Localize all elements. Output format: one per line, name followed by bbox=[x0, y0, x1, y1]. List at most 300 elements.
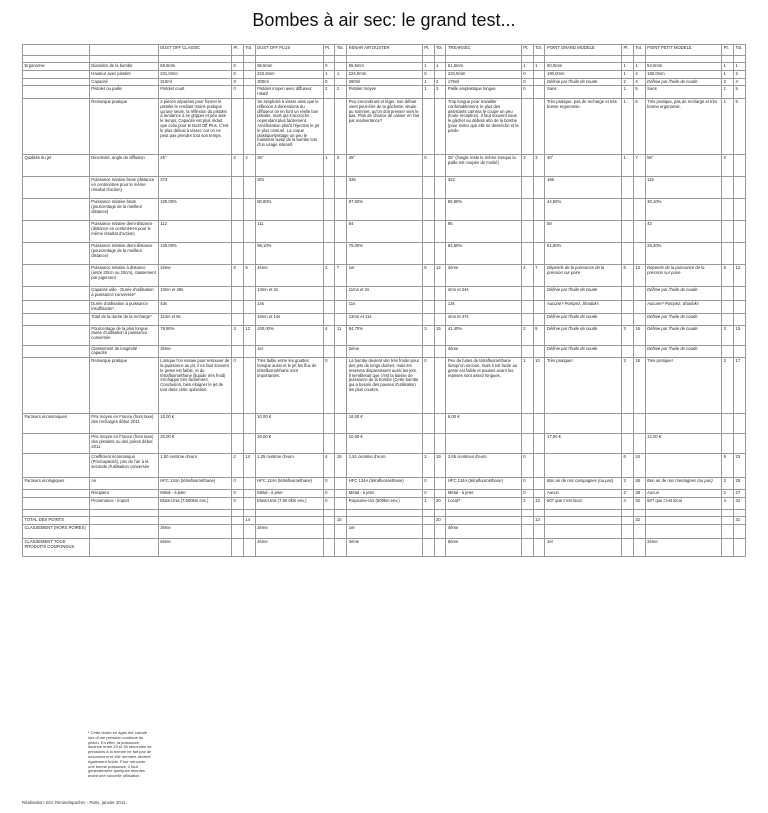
group-label bbox=[23, 313, 90, 325]
points-cell: 2 bbox=[422, 454, 434, 478]
empty-cell bbox=[89, 517, 158, 525]
total-cell: 4 bbox=[633, 78, 645, 86]
empty-cell bbox=[633, 525, 645, 539]
points-cell: 0 bbox=[232, 358, 244, 414]
group-label bbox=[23, 490, 90, 498]
criterion-label: Remarque pratique bbox=[89, 358, 158, 414]
points-cell bbox=[323, 414, 335, 434]
group-label bbox=[23, 300, 90, 313]
points-cell: 1 bbox=[422, 498, 434, 510]
total-cell: 1 bbox=[633, 63, 645, 71]
value-cell: Bon air de nos campagnes (ou pas) bbox=[545, 478, 622, 490]
empty-cell bbox=[422, 510, 434, 517]
rank-value: 4ème bbox=[446, 525, 521, 539]
value-cell: 4ème bbox=[446, 345, 521, 358]
points-cell bbox=[722, 198, 734, 220]
criterion-label: Coefficient économique (Prix/capacité), prix de l'air à la seconde d'utilisation conversée bbox=[89, 454, 158, 478]
value-cell: 95 bbox=[446, 220, 521, 242]
points-cell: 4 bbox=[521, 264, 533, 286]
total-cell bbox=[533, 313, 545, 325]
empty-cell bbox=[734, 539, 746, 557]
value-cell: 44,50% bbox=[545, 198, 622, 220]
total-header: Tot. bbox=[533, 45, 545, 56]
points-cell bbox=[422, 286, 434, 300]
value-cell: 84,70% bbox=[347, 325, 422, 345]
value-cell bbox=[446, 434, 521, 454]
criterion-label: Total de la durée de la recharge* bbox=[89, 313, 158, 325]
empty-cell bbox=[521, 525, 533, 539]
value-cell: 14s bbox=[255, 300, 323, 313]
points-cell bbox=[621, 300, 633, 313]
total-cell bbox=[243, 70, 255, 78]
totals-label: TOTAL DES POINTS bbox=[23, 517, 90, 525]
total-cell bbox=[335, 478, 347, 490]
total-cell bbox=[434, 70, 446, 78]
value-cell: 87,50% bbox=[347, 198, 422, 220]
rank-value: 2ème bbox=[645, 539, 722, 557]
value-cell bbox=[645, 414, 722, 434]
value-cell: 55° bbox=[645, 154, 722, 176]
total-cell bbox=[335, 63, 347, 71]
empty-cell bbox=[645, 517, 722, 525]
total-cell bbox=[243, 220, 255, 242]
empty-cell bbox=[521, 517, 533, 525]
total-cell bbox=[734, 176, 746, 198]
footnote: * Cette durée en âges été calculé lors d'une pression continue du piston. En effet, la puissance diminue entre 20 et 30 secondes de pressions à la bombe ne fait pas de mouvement et elle dernière devient également froide. Pour retrouver une bonne puissance, il faut généralement quelques minutes avant une nouvelle utilisation. bbox=[88, 730, 152, 779]
points-cell bbox=[422, 198, 434, 220]
total-cell bbox=[243, 414, 255, 434]
total-cell bbox=[734, 242, 746, 264]
total-cell bbox=[335, 313, 347, 325]
points-cell bbox=[722, 414, 734, 434]
table-row bbox=[23, 78, 746, 86]
value-cell: Bon air de nos montagnes (ou pas) bbox=[645, 478, 722, 490]
value-cell: 4ème bbox=[255, 264, 323, 286]
points-cell bbox=[621, 220, 633, 242]
value-cell: HFC 134A (tétrafluoroéthane) bbox=[446, 478, 521, 490]
product-header: KENAR AIR DUSTER bbox=[347, 45, 422, 56]
total-cell bbox=[734, 220, 746, 242]
value-cell: 100,00% bbox=[158, 198, 231, 220]
value-cell: Dépends de la puissance de la pression sur poire bbox=[545, 264, 622, 286]
total-cell bbox=[335, 176, 347, 198]
points-cell bbox=[722, 220, 734, 242]
empty-cell bbox=[243, 510, 255, 517]
total-cell: 31 bbox=[734, 498, 746, 510]
value-cell: Définie par l'huile de coude bbox=[545, 78, 622, 86]
value-cell: Aucune? Pompez, Shadoks bbox=[645, 300, 722, 313]
rank-value: 1er bbox=[347, 525, 422, 539]
points-cell: 2 bbox=[323, 86, 335, 99]
total-cell bbox=[533, 478, 545, 490]
points-cell bbox=[521, 300, 533, 313]
value-cell: Aucun bbox=[645, 490, 722, 498]
value-cell: 1,51 centime d'euro bbox=[347, 454, 422, 478]
points-cell: 0 bbox=[422, 490, 434, 498]
table-body bbox=[23, 45, 746, 557]
value-cell: 2ème bbox=[158, 264, 231, 286]
points-cell bbox=[621, 434, 633, 454]
criterion-label: Diamètre de la bombe bbox=[89, 63, 158, 71]
value-cell: 84,60% bbox=[446, 242, 521, 264]
empty-cell bbox=[89, 56, 158, 63]
value-cell: 10,00 € bbox=[158, 414, 231, 434]
points-cell: 2 bbox=[323, 264, 335, 286]
points-header: Pt. bbox=[232, 45, 244, 56]
criterion-label: Puissance relative brute (pourcentage de la meilleur distance) bbox=[89, 198, 158, 220]
points-cell bbox=[232, 220, 244, 242]
points-cell: 1 bbox=[422, 63, 434, 71]
total-cell: 2 bbox=[335, 86, 347, 99]
value-cell: 50? que c'est local bbox=[645, 498, 722, 510]
group-label bbox=[23, 86, 90, 99]
value-cell: 322 bbox=[446, 176, 521, 198]
empty-cell bbox=[23, 56, 90, 63]
total-cell bbox=[335, 414, 347, 434]
comparison-table bbox=[22, 44, 746, 557]
total-cell bbox=[434, 434, 446, 454]
empty-cell bbox=[422, 539, 434, 557]
value-cell: 11mn et 2s bbox=[347, 286, 422, 300]
points-cell bbox=[621, 286, 633, 300]
points-cell bbox=[521, 198, 533, 220]
value-cell: Très faible entre les gouttes lorsque aussi et le jet les flux de tétrafluoroéthane sont importantes. bbox=[255, 358, 323, 414]
total-cell: 20 bbox=[434, 498, 446, 510]
value-cell: 43s bbox=[158, 300, 231, 313]
points-header: Pt. bbox=[722, 45, 734, 56]
value-cell: 51,5mm bbox=[446, 63, 521, 71]
value-cell: 25° bbox=[255, 154, 323, 176]
value-cell: Très pratique! bbox=[545, 358, 622, 414]
points-cell: 1 bbox=[621, 154, 633, 176]
value-cell: 2,65 centimes d'euro bbox=[446, 454, 521, 478]
empty-cell bbox=[621, 539, 633, 557]
total-cell bbox=[533, 414, 545, 434]
points-cell: 4 bbox=[722, 498, 734, 510]
points-cell bbox=[621, 345, 633, 358]
total-cell bbox=[734, 345, 746, 358]
value-cell: Métal - à jeter bbox=[158, 490, 231, 498]
total-cell bbox=[533, 242, 545, 264]
total-cell bbox=[533, 70, 545, 78]
points-cell: 2 bbox=[621, 478, 633, 490]
points-cell: 4 bbox=[323, 325, 335, 345]
group-label bbox=[23, 98, 90, 154]
value-cell: 100,00% bbox=[255, 325, 323, 345]
empty-cell bbox=[422, 56, 434, 63]
empty-cell bbox=[243, 525, 255, 539]
points-cell bbox=[232, 434, 244, 454]
empty-cell bbox=[734, 525, 746, 539]
value-cell: 1er bbox=[347, 264, 422, 286]
total-cell: 12 bbox=[243, 325, 255, 345]
criterion-label: Classement de longévité - capacité bbox=[89, 345, 158, 358]
points-cell bbox=[422, 242, 434, 264]
points-cell: 1 bbox=[722, 86, 734, 99]
total-points: 13 bbox=[533, 517, 545, 525]
points-cell: 0 bbox=[232, 70, 244, 78]
total-cell bbox=[335, 300, 347, 313]
total-cell bbox=[633, 434, 645, 454]
criterion-label: Capacité utile - Durée d'utilisation à puissance conversée* bbox=[89, 286, 158, 300]
total-cell bbox=[335, 220, 347, 242]
points-cell: 1 bbox=[323, 154, 335, 176]
total-header: Tot. bbox=[335, 45, 347, 56]
total-cell bbox=[335, 286, 347, 300]
rank-row bbox=[23, 525, 746, 539]
value-cell: 310ml bbox=[158, 78, 231, 86]
empty-cell bbox=[434, 56, 446, 63]
points-cell bbox=[521, 286, 533, 300]
group-label bbox=[23, 198, 90, 220]
total-cell bbox=[243, 300, 255, 313]
empty-cell bbox=[323, 539, 335, 557]
table-row bbox=[23, 434, 746, 454]
points-cell: 1 bbox=[621, 63, 633, 71]
points-cell: 2 bbox=[621, 78, 633, 86]
points-cell: 1 bbox=[722, 63, 734, 71]
points-cell bbox=[621, 242, 633, 264]
rank-label: CLASSEMENT (HORS POIRES) bbox=[23, 525, 90, 539]
points-cell bbox=[621, 313, 633, 325]
value-cell: 16,00 € bbox=[347, 414, 422, 434]
value-cell: Très pratique, pas de recharge et très bonne ergonomie. bbox=[645, 98, 722, 154]
total-cell bbox=[434, 176, 446, 198]
total-cell: 7 bbox=[633, 154, 645, 176]
empty-cell bbox=[255, 56, 323, 63]
empty-cell bbox=[89, 525, 158, 539]
value-cell bbox=[645, 454, 722, 478]
points-cell bbox=[722, 300, 734, 313]
empty-cell bbox=[335, 525, 347, 539]
value-cell: 16mn et 14s bbox=[255, 313, 323, 325]
empty-cell bbox=[633, 539, 645, 557]
total-header: Tot. bbox=[633, 45, 645, 56]
points-cell: 1 bbox=[621, 70, 633, 78]
value-cell: 300ml bbox=[255, 78, 323, 86]
value-cell: Sans bbox=[645, 86, 722, 99]
points-cell bbox=[422, 98, 434, 154]
rank-value bbox=[545, 525, 622, 539]
points-cell: 6 bbox=[722, 454, 734, 478]
total-cell bbox=[243, 498, 255, 510]
group-label bbox=[23, 70, 90, 78]
points-cell bbox=[323, 220, 335, 242]
table-row bbox=[23, 454, 746, 478]
total-cell: 26 bbox=[633, 478, 645, 490]
total-cell: 12 bbox=[434, 264, 446, 286]
total-cell bbox=[434, 313, 446, 325]
empty-cell bbox=[521, 510, 533, 517]
total-cell: 5 bbox=[734, 86, 746, 99]
total-cell bbox=[633, 198, 645, 220]
total-cell bbox=[243, 198, 255, 220]
points-cell: 1 bbox=[422, 78, 434, 86]
empty-cell bbox=[243, 56, 255, 63]
empty-cell bbox=[255, 510, 323, 517]
value-cell: Pistolet moyen avec diffuseur rotatif bbox=[255, 86, 323, 99]
empty-cell bbox=[232, 525, 244, 539]
value-cell: 20,00 € bbox=[255, 434, 323, 454]
total-cell: 15 bbox=[734, 325, 746, 345]
value-cell: Sans bbox=[545, 86, 622, 99]
table-row bbox=[23, 63, 746, 71]
points-cell: 0 bbox=[323, 358, 335, 414]
criterion-label: Pourcentage de la plus longue durée d'utilisation à puissance conversée bbox=[89, 325, 158, 345]
points-cell: 6 bbox=[621, 264, 633, 286]
criterion-label: Capacité bbox=[89, 78, 158, 86]
points-cell bbox=[521, 434, 533, 454]
total-cell bbox=[533, 98, 545, 154]
rank-value: 4ème bbox=[255, 539, 323, 557]
total-cell: 16 bbox=[633, 325, 645, 345]
total-cell bbox=[243, 78, 255, 86]
points-cell bbox=[422, 220, 434, 242]
points-cell bbox=[621, 414, 633, 434]
empty-cell bbox=[722, 510, 734, 517]
total-cell: 11 bbox=[335, 325, 347, 345]
criterion-label: Récipient bbox=[89, 490, 158, 498]
value-cell: Très pratique! bbox=[645, 358, 722, 414]
empty-cell bbox=[158, 56, 231, 63]
points-cell: 0 bbox=[232, 498, 244, 510]
total-points: 32 bbox=[633, 517, 645, 525]
value-cell: 10mn et 28s bbox=[158, 286, 231, 300]
rank-label: CLASSEMENT TOUS PRODUITS CONFONDUS bbox=[23, 539, 90, 557]
points-cell: 2 bbox=[621, 490, 633, 498]
empty-cell bbox=[446, 517, 521, 525]
points-cell: 1 bbox=[521, 358, 533, 414]
total-points: 15 bbox=[335, 517, 347, 525]
total-points: 31 bbox=[734, 517, 746, 525]
points-cell: 0 bbox=[422, 358, 434, 414]
value-cell: 12,00 € bbox=[645, 434, 722, 454]
empty-cell bbox=[323, 517, 335, 525]
empty-cell bbox=[446, 510, 521, 517]
group-label bbox=[23, 498, 90, 510]
value-cell: 4mn et 47s bbox=[446, 313, 521, 325]
empty-cell bbox=[645, 56, 722, 63]
points-cell: 3 bbox=[232, 325, 244, 345]
empty-cell bbox=[645, 510, 722, 517]
rank-row bbox=[23, 539, 746, 557]
table-row bbox=[23, 86, 746, 99]
value-cell: Métal - à jeter bbox=[446, 490, 521, 498]
points-cell: 2 bbox=[722, 490, 734, 498]
total-cell bbox=[633, 242, 645, 264]
group-label bbox=[23, 358, 90, 414]
total-cell bbox=[533, 78, 545, 86]
rank-value: 3ème bbox=[158, 525, 231, 539]
empty-cell bbox=[158, 510, 231, 517]
group-label bbox=[23, 242, 90, 264]
total-cell bbox=[335, 490, 347, 498]
empty-cell bbox=[621, 525, 633, 539]
total-cell: 3 bbox=[434, 86, 446, 99]
empty-cell bbox=[323, 510, 335, 517]
value-cell: 3ème bbox=[446, 264, 521, 286]
value-cell: 20,00 € bbox=[158, 434, 231, 454]
total-cell bbox=[533, 286, 545, 300]
value-cell: Pistolet court bbox=[158, 86, 231, 99]
total-cell: 6 bbox=[633, 98, 645, 154]
total-cell bbox=[243, 86, 255, 99]
table-row bbox=[23, 264, 746, 286]
points-cell bbox=[422, 414, 434, 434]
criterion-label: Puissance relative brute (distance en centimètres pour le même résultat d'action) bbox=[89, 176, 158, 198]
points-cell: 2 bbox=[521, 325, 533, 345]
rank-value: 3ème bbox=[347, 539, 422, 557]
value-cell: 60,0mm bbox=[545, 63, 622, 71]
points-cell bbox=[422, 176, 434, 198]
value-cell: HFC 134A (tétrafluoroéthane) bbox=[347, 478, 422, 490]
total-cell bbox=[243, 490, 255, 498]
value-cell: Définie par l'huile de coude bbox=[545, 345, 622, 358]
value-cell: Paille amplastique longue bbox=[446, 86, 521, 99]
points-cell: 0 bbox=[521, 454, 533, 478]
total-cell bbox=[434, 154, 446, 176]
criterion-label: Air bbox=[89, 478, 158, 490]
table-row bbox=[23, 98, 746, 154]
value-cell: Royaume-Uni (500km env.) bbox=[347, 498, 422, 510]
total-cell bbox=[734, 154, 746, 176]
table-row bbox=[23, 70, 746, 78]
total-cell bbox=[533, 454, 545, 478]
total-cell bbox=[734, 198, 746, 220]
value-cell: 360ml bbox=[347, 78, 422, 86]
total-header: Tot. bbox=[434, 45, 446, 56]
empty-cell bbox=[621, 510, 633, 517]
total-cell bbox=[335, 434, 347, 454]
points-cell bbox=[422, 300, 434, 313]
total-cell bbox=[434, 490, 446, 498]
total-cell bbox=[633, 345, 645, 358]
empty-cell bbox=[323, 525, 335, 539]
value-cell: Dépends de la puissance de la pression sur poire bbox=[645, 264, 722, 286]
points-cell bbox=[232, 242, 244, 264]
points-cell: 0 bbox=[422, 70, 434, 78]
points-cell: 3 bbox=[722, 325, 734, 345]
points-cell bbox=[323, 434, 335, 454]
table-row bbox=[23, 478, 746, 490]
header-row bbox=[23, 45, 746, 56]
total-cell: 2 bbox=[734, 70, 746, 78]
group-label bbox=[23, 325, 90, 345]
points-cell: 0 bbox=[521, 78, 533, 86]
value-cell: 42 bbox=[645, 220, 722, 242]
points-cell: 2 bbox=[722, 78, 734, 86]
total-cell bbox=[335, 242, 347, 264]
value-cell: 6,00 € bbox=[446, 414, 521, 434]
total-cell: 23 bbox=[734, 454, 746, 478]
value-cell: 115 bbox=[645, 176, 722, 198]
value-cell: 2ème bbox=[347, 345, 422, 358]
empty-cell bbox=[722, 56, 734, 63]
empty-cell bbox=[621, 56, 633, 63]
total-cell bbox=[243, 478, 255, 490]
total-cell bbox=[243, 98, 255, 154]
total-cell: 25 bbox=[734, 478, 746, 490]
total-cell bbox=[734, 300, 746, 313]
table-row bbox=[23, 358, 746, 414]
value-cell: HFC 134A (tétrafluoroéthane) bbox=[255, 478, 323, 490]
group-label bbox=[23, 176, 90, 198]
total-cell bbox=[633, 300, 645, 313]
total-cell bbox=[434, 220, 446, 242]
value-cell: 10,00 € bbox=[347, 434, 422, 454]
value-cell: Définie par l'huile de coude bbox=[645, 325, 722, 345]
empty-cell bbox=[446, 56, 521, 63]
